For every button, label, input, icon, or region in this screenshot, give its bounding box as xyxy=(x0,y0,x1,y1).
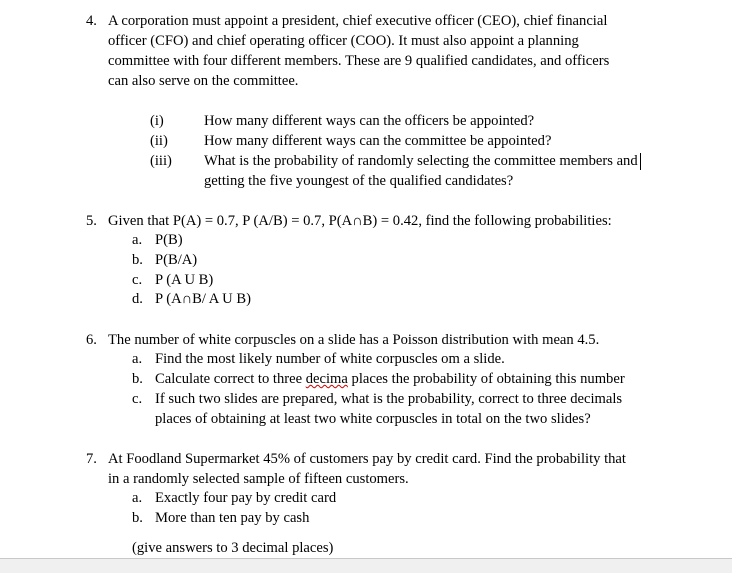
question-number: 5. xyxy=(86,213,97,229)
item-label: b. xyxy=(132,371,143,387)
note-text: (give answers to 3 decimal places) xyxy=(132,540,334,556)
question-number: 7. xyxy=(86,451,97,467)
text-cursor xyxy=(640,153,641,170)
page-gap-background xyxy=(0,558,732,573)
item-text: Find the most likely number of white corpuscles om a slide. xyxy=(155,351,505,367)
item-text: What is the probability of randomly selecting the committee members and xyxy=(204,153,638,169)
item-text: P (A U B) xyxy=(155,272,214,288)
item-label: b. xyxy=(132,510,143,526)
question-text: The number of white corpuscles on a slide has a Poisson distribution with mean 4.5. xyxy=(108,332,600,348)
item-label: (iii) xyxy=(150,153,172,169)
item-label: c. xyxy=(132,272,143,288)
item-text: getting the five youngest of the qualified candidates? xyxy=(204,173,514,189)
item-text: P (A∩B/ A U B) xyxy=(155,291,251,307)
question-text: can also serve on the committee. xyxy=(108,73,299,89)
item-label: b. xyxy=(132,252,143,268)
item-text-line xyxy=(204,151,641,171)
item-text: More than ten pay by cash xyxy=(155,510,310,526)
item-text: If such two slides are prepared, what is the probability, correct to three decimals xyxy=(155,391,623,407)
item-label: a. xyxy=(132,490,143,506)
question-number: 6. xyxy=(86,332,97,348)
item-label: c. xyxy=(132,391,143,407)
item-text: P(B/A) xyxy=(155,252,198,268)
question-text: committee with four different members. These are 9 qualified candidates, and officers xyxy=(108,53,610,69)
item-text: P(B) xyxy=(155,232,183,248)
misspelled-word[interactable]: decima xyxy=(305,371,348,387)
item-text: How many different ways can the officers be appointed? xyxy=(204,113,535,129)
question-text: At Foodland Supermarket 45% of customers pay by credit card. Find the probability that xyxy=(108,451,626,467)
item-label: a. xyxy=(132,351,143,367)
item-text: How many different ways can the committee be appointed? xyxy=(204,133,552,149)
item-text: Exactly four pay by credit card xyxy=(155,490,337,506)
question-number: 4. xyxy=(86,13,97,29)
item-text-line xyxy=(155,369,625,389)
item-text: places of obtaining at least two white corpuscles in total on the two slides? xyxy=(155,411,591,427)
item-label: d. xyxy=(132,291,143,307)
item-text: places the probability of obtaining this number xyxy=(347,371,625,387)
question-text: Given that P(A) = 0.7, P (A/B) = 0.7, P(A∩B) = 0.42, find the following probabilities: xyxy=(108,213,612,229)
item-label: a. xyxy=(132,232,143,248)
item-label: (ii) xyxy=(150,133,168,149)
question-text: A corporation must appoint a president, chief executive officer (CEO), chief financial xyxy=(108,13,608,29)
item-label: (i) xyxy=(150,113,164,129)
item-text: Calculate correct to three xyxy=(155,371,306,387)
question-text: officer (CFO) and chief operating officer (COO). It must also appoint a planning xyxy=(108,33,579,49)
question-text: in a randomly selected sample of fifteen customers. xyxy=(108,471,409,487)
